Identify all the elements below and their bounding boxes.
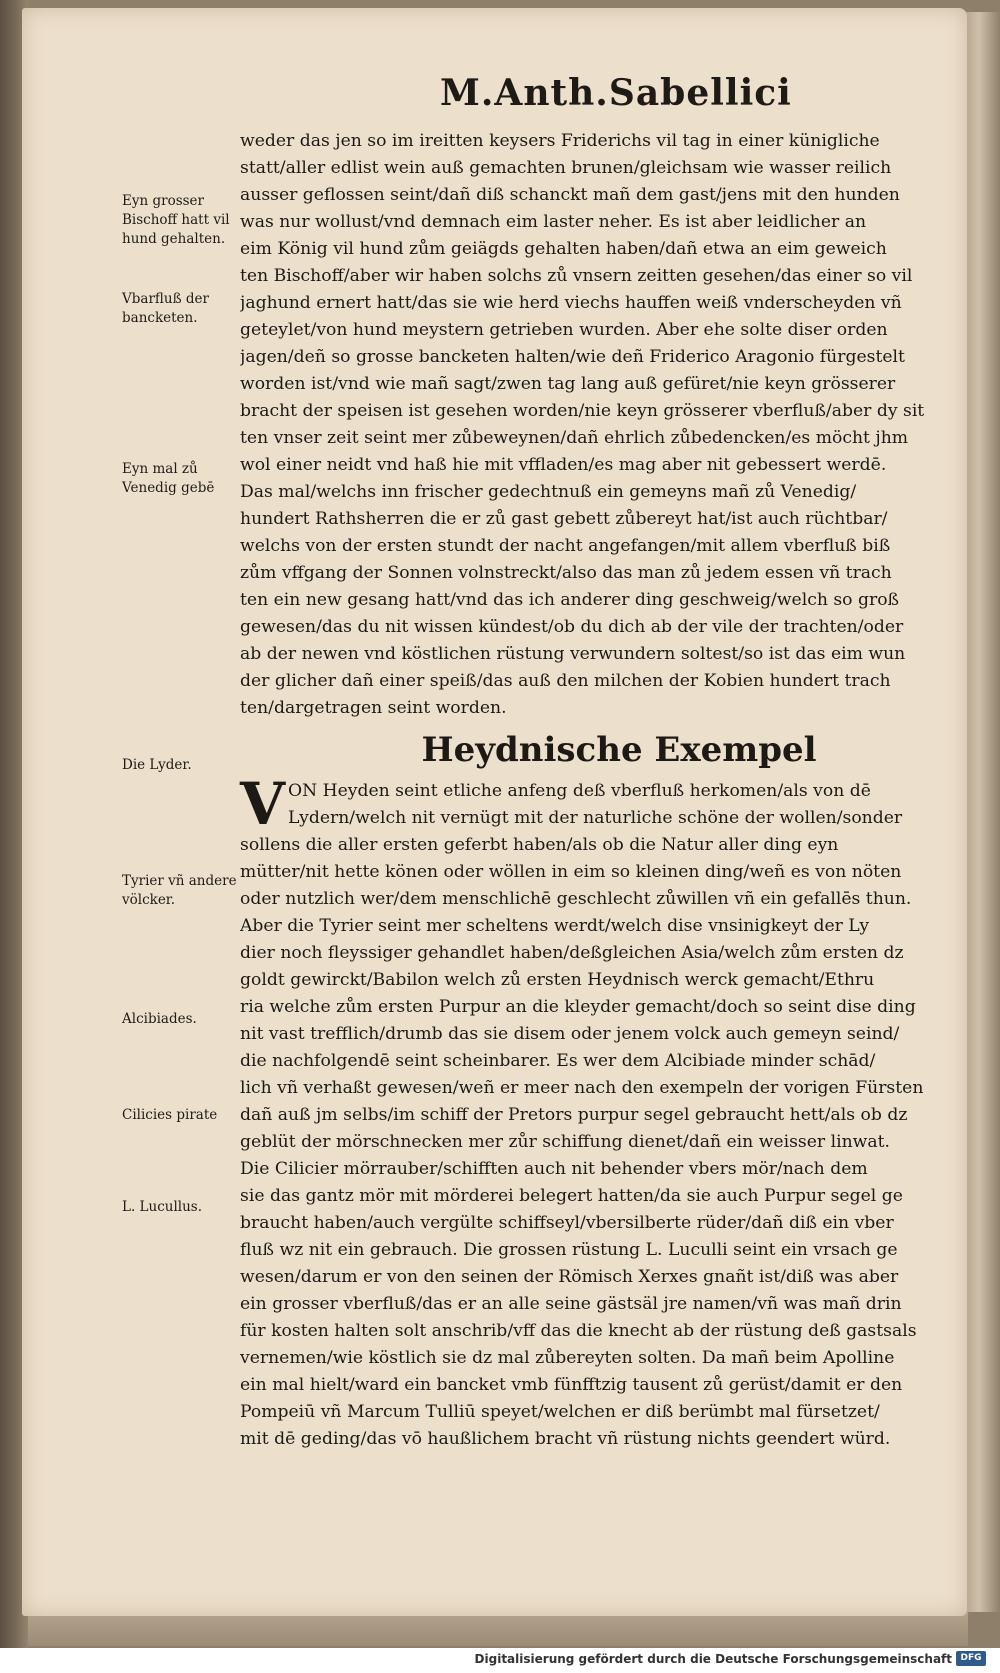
text-line: ON Heyden seint etliche anfeng deß vberfluß herkomen/als von dē [288,781,871,801]
text-line: Lydern/welch nit vernügt mit der naturliche schöne der wollen/sonder [288,808,903,828]
text-line: ausser geflossen seint/dañ diß schanckt mañ dem gast/jens mit den hunden [240,185,900,205]
text-line: vernemen/wie köstlich sie dz mal zůbereyten solten. Da mañ beim Apolline [240,1348,895,1368]
text-line: Pompeiū vñ Marcum Tulliū speyet/welchen er diß berümbt mal fürsetzet/ [240,1402,880,1422]
text-line: ten ein new gesang hatt/vnd das ich anderer ding geschweig/welch so groß [240,590,900,610]
text-line: die nachfolgendē seint scheinbarer. Es wer dem Alcibiade minder schād/ [240,1051,876,1071]
section-body [240,770,958,1453]
text-line: für kosten halten solt anschrib/vff das die knecht ab der rüstung deß gastsals [240,1321,917,1341]
text-line: braucht haben/auch vergülte schiffseyl/vbersilberte rüder/dañ diß ein vber [240,1213,894,1233]
text-line: jagen/deñ so grosse bancketen halten/wie deñ Friderico Aragonio fürgestelt [240,347,905,367]
text-line: ten/dargetragen seint worden. [240,698,507,718]
text-line: dier noch fleyssiger gehandlet haben/deßgleichen Asia/welch zům ersten dz [240,943,904,963]
text-line: oder nutzlich wer/dem menschlichē geschlecht zůwillen vñ ein gefallēs thun. [240,889,912,909]
margin-note: Tyrier vñ andere völcker. [122,873,237,908]
margin-note: L. Lucullus. [122,1199,203,1215]
text-line: Aber die Tyrier seint mer scheltens werdt/welch dise vnsinigkeyt der Ly [240,916,870,936]
dfg-logo-icon: DFG [956,1651,986,1666]
margin-note: Cilicies pirate [122,1107,218,1123]
text-line: mit dē geding/das vō haußlichem bracht vñ rüstung nichts geendert würd. [240,1429,891,1449]
text-line: wesen/darum er von den seinen der Römisch Xerxes gnañt ist/diß was aber [240,1267,899,1287]
margin-note: Alcibiades. [122,1011,197,1027]
margin-note: Vbarfluß der bancketen. [122,291,209,326]
text-line: wol einer neidt vnd haß hie mit vffladen/es mag aber nit gebessert werdē. [240,455,887,475]
text-line: welchs von der ersten stundt der nacht angefangen/mit allem vberfluß biß [240,536,891,556]
text-line: ten Bischoff/aber wir haben solchs zů vnsern zeitten gesehen/das einer so vil [240,266,913,286]
page-edge-right [965,12,1000,1612]
text-line: was nur wollust/vnd demnach eim laster neher. Es ist aber leidlicher an [240,212,867,232]
funding-notice: Digitalisierung gefördert durch die Deutsche Forschungsgemeinschaft [474,1652,952,1666]
text-line: weder das jen so im ireitten keysers Friderichs vil tag in einer künigliche [240,131,880,151]
text-line: jaghund ernert hatt/das sie wie herd viechs hauffen weiß vnderscheyden vñ [240,293,902,313]
text-line: goldt gewirckt/Babilon welch zů ersten Heydnisch werck gemacht/Ethru [240,970,875,990]
text-line: hundert Rathsherren die er zů gast gebett zůbereyt hat/ist auch rüchtbar/ [240,509,888,529]
margin-note: Eyn mal zů Venedig gebē [122,461,215,496]
text-line: dañ auß jm selbs/im schiff der Pretors purpur segel gebraucht hett/als ob dz [240,1105,908,1125]
page-edge-bottom [28,1612,968,1646]
text-line: Die Cilicier mörrauber/schifften auch nit behender vbers mör/nach dem [240,1159,868,1179]
text-line: ria welche zům ersten Purpur an die kleyder gemacht/doch so seint dise ding [240,997,916,1017]
section-heading: Heydnische Exempel [421,730,817,770]
text-line: statt/aller edlist wein auß gemachten brunen/gleichsam wie wasser reilich [240,158,892,178]
text-line: ab der newen vnd köstlichen rüstung verwundern soltest/so ist das eim wun [240,644,906,664]
text-line: sie das gantz mör mit mörderei belegert hatten/da sie auch Purpur segel ge [240,1186,903,1206]
margin-note: Die Lyder. [122,757,192,773]
text-line: zům vffgang der Sonnen volnstreckt/also das man zů jedem essen vñ trach [240,563,892,583]
running-head: M.Anth.Sabellici [440,72,792,114]
text-line: gewesen/das du nit wissen kündest/ob du dich ab der vile der trachten/oder [240,617,904,637]
text-line: fluß wz nit ein gebrauch. Die grossen rüstung L. Luculli seint ein vrsach ge [240,1240,898,1260]
text-line: nit vast trefflich/drumb das sie disem oder jenem volck auch gemeyn seind/ [240,1024,900,1044]
text-line: ein mal hielt/ward ein bancket vmb fünfftzig tausent zů gerüst/damit er den [240,1375,903,1395]
text-line: Das mal/welchs inn frischer gedechtnuß ein gemeyns mañ zů Venedig/ [240,482,857,502]
text-line: mütter/nit hette könen oder wöllen in eim so kleinen ding/weñ es von nöten [240,862,902,882]
text-line: ten vnser zeit seint mer zůbeweynen/dañ ehrlich zůbedencken/es möcht jhm [240,428,909,448]
text-line: eim König vil hund zům geiägds gehalten haben/dañ etwa an eim geweich [240,239,887,259]
margin-note: Eyn grosser Bischoff hatt vil hund gehalten. [122,193,230,247]
body-text [240,128,958,1453]
text-line: worden ist/vnd wie mañ sagt/zwen tag lang auß gefüret/nie keyn grösserer [240,374,896,394]
text-line: bracht der speisen ist gesehen worden/nie keyn grösserer vberfluß/aber dy sit [240,401,925,421]
text-line: geteylet/von hund meystern getrieben wurden. Aber ehe solte diser orden [240,320,888,340]
text-line: lich vñ verhaßt gewesen/weñ er meer nach den exempeln der vorigen Fürsten [240,1078,924,1098]
decorated-initial: V [240,770,286,838]
text-line: ein grosser vberfluß/das er an alle seine gästsäl jre namen/vñ was mañ drin [240,1294,902,1314]
text-line: der glicher dañ einer speiß/das auß den milchen der Kobien hundert trach [240,671,891,691]
text-line: geblüt der mörschnecken mer zůr schiffung dienet/dañ ein weisser linwat. [240,1132,890,1152]
text-line: sollens die aller ersten geferbt haben/als ob die Natur aller ding eyn [240,835,839,855]
